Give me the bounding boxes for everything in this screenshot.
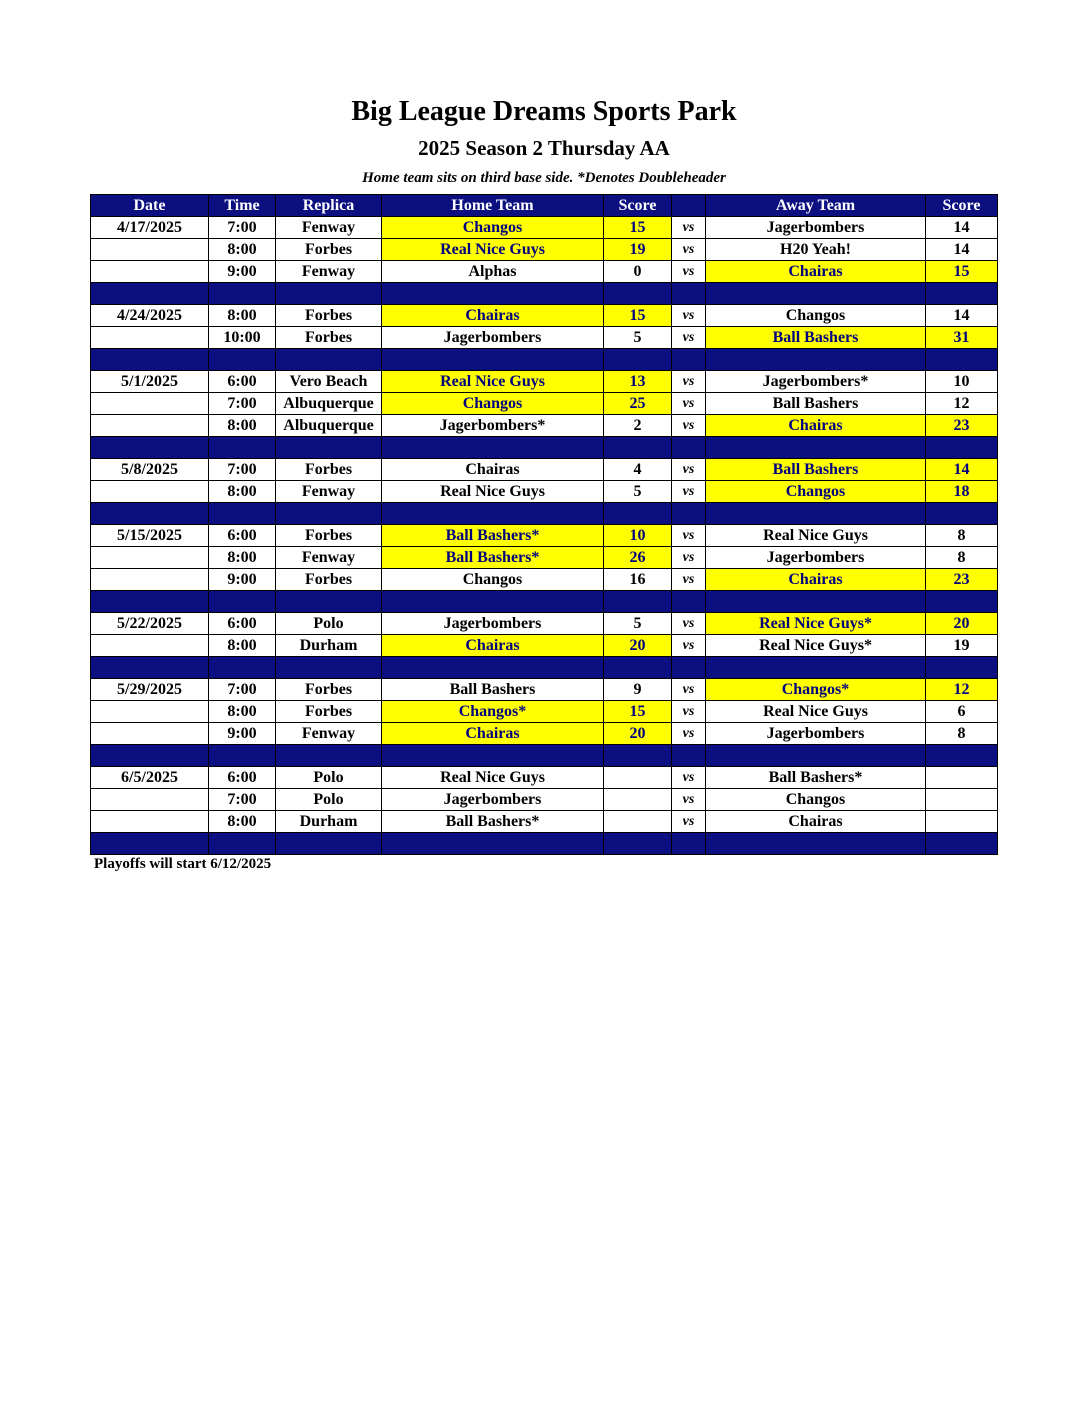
page-title: Big League Dreams Sports Park <box>351 96 737 127</box>
game-time: 7:00 <box>209 459 276 481</box>
home-team: Changos <box>382 393 604 415</box>
game-time: 9:00 <box>209 261 276 283</box>
column-header-time: Time <box>209 195 276 217</box>
week-separator-row <box>91 657 998 679</box>
separator-cell <box>926 503 998 525</box>
home-team: Changos* <box>382 701 604 723</box>
game-date: 5/22/2025 <box>91 613 209 635</box>
away-score: 8 <box>926 525 998 547</box>
separator-cell <box>382 503 604 525</box>
away-team: Chairas <box>706 811 926 833</box>
home-score: 13 <box>604 371 672 393</box>
away-score: 8 <box>926 547 998 569</box>
separator-cell <box>672 657 706 679</box>
game-date <box>91 635 209 657</box>
home-score: 15 <box>604 217 672 239</box>
separator-cell <box>276 745 382 767</box>
away-team: Chairas <box>706 569 926 591</box>
game-date <box>91 811 209 833</box>
separator-cell <box>382 833 604 855</box>
game-time: 7:00 <box>209 679 276 701</box>
separator-cell <box>706 591 926 613</box>
game-time: 9:00 <box>209 569 276 591</box>
home-team: Chairas <box>382 459 604 481</box>
schedule-table <box>90 194 998 855</box>
game-field: Albuquerque <box>276 393 382 415</box>
game-time: 6:00 <box>209 371 276 393</box>
column-header-home-team: Home Team <box>382 195 604 217</box>
separator-cell <box>209 745 276 767</box>
column-header-vs <box>672 195 706 217</box>
game-field: Forbes <box>276 305 382 327</box>
separator-cell <box>926 657 998 679</box>
away-score: 23 <box>926 415 998 437</box>
home-team: Jagerbombers <box>382 789 604 811</box>
separator-cell <box>209 437 276 459</box>
game-date <box>91 547 209 569</box>
game-field: Forbes <box>276 569 382 591</box>
game-field: Fenway <box>276 261 382 283</box>
separator-cell <box>706 437 926 459</box>
game-row <box>91 679 998 701</box>
vs-label: vs <box>672 481 706 503</box>
game-field: Albuquerque <box>276 415 382 437</box>
separator-cell <box>672 591 706 613</box>
away-score: 20 <box>926 613 998 635</box>
game-row <box>91 217 998 239</box>
separator-cell <box>706 657 926 679</box>
vs-label: vs <box>672 635 706 657</box>
home-score <box>604 767 672 789</box>
separator-cell <box>382 437 604 459</box>
separator-cell <box>604 349 672 371</box>
home-team: Real Nice Guys <box>382 371 604 393</box>
separator-cell <box>926 437 998 459</box>
game-time: 8:00 <box>209 239 276 261</box>
home-team: Chairas <box>382 723 604 745</box>
game-date <box>91 261 209 283</box>
vs-label: vs <box>672 261 706 283</box>
vs-label: vs <box>672 415 706 437</box>
away-team: Real Nice Guys* <box>706 635 926 657</box>
separator-cell <box>706 833 926 855</box>
home-score: 15 <box>604 701 672 723</box>
game-time: 8:00 <box>209 547 276 569</box>
game-row <box>91 459 998 481</box>
separator-cell <box>91 283 209 305</box>
separator-cell <box>604 591 672 613</box>
game-time: 6:00 <box>209 613 276 635</box>
home-score: 25 <box>604 393 672 415</box>
header-row <box>91 195 998 217</box>
separator-cell <box>91 833 209 855</box>
home-team: Ball Bashers* <box>382 547 604 569</box>
game-row <box>91 327 998 349</box>
playoffs-note: Playoffs will start 6/12/2025 <box>94 856 272 872</box>
away-score: 19 <box>926 635 998 657</box>
game-row <box>91 305 998 327</box>
separator-cell <box>926 349 998 371</box>
game-field: Forbes <box>276 327 382 349</box>
game-field: Fenway <box>276 217 382 239</box>
vs-label: vs <box>672 239 706 261</box>
vs-label: vs <box>672 701 706 723</box>
away-score: 18 <box>926 481 998 503</box>
home-score: 20 <box>604 635 672 657</box>
game-time: 6:00 <box>209 525 276 547</box>
game-row <box>91 525 998 547</box>
doubleheader-note: Home team sits on third base side. *Denotes Doubleheader <box>362 170 726 186</box>
home-team: Chairas <box>382 635 604 657</box>
game-time: 7:00 <box>209 789 276 811</box>
game-date <box>91 393 209 415</box>
separator-cell <box>604 745 672 767</box>
separator-cell <box>604 437 672 459</box>
home-score: 5 <box>604 327 672 349</box>
week-separator-row <box>91 503 998 525</box>
home-team: Real Nice Guys <box>382 239 604 261</box>
vs-label: vs <box>672 459 706 481</box>
separator-cell <box>91 437 209 459</box>
vs-label: vs <box>672 217 706 239</box>
game-time: 8:00 <box>209 305 276 327</box>
home-team: Changos <box>382 569 604 591</box>
separator-cell <box>926 591 998 613</box>
vs-label: vs <box>672 767 706 789</box>
game-date: 5/1/2025 <box>91 371 209 393</box>
game-date: 4/24/2025 <box>91 305 209 327</box>
game-date <box>91 789 209 811</box>
game-time: 8:00 <box>209 415 276 437</box>
game-row <box>91 261 998 283</box>
away-team: Ball Bashers <box>706 327 926 349</box>
away-score: 23 <box>926 569 998 591</box>
week-separator-row <box>91 833 998 855</box>
separator-cell <box>91 349 209 371</box>
separator-cell <box>276 833 382 855</box>
away-team: Changos <box>706 305 926 327</box>
vs-label: vs <box>672 569 706 591</box>
game-field: Polo <box>276 767 382 789</box>
home-team: Ball Bashers <box>382 679 604 701</box>
game-date <box>91 481 209 503</box>
separator-cell <box>209 283 276 305</box>
game-field: Fenway <box>276 547 382 569</box>
separator-cell <box>706 349 926 371</box>
away-score: 14 <box>926 239 998 261</box>
home-team: Real Nice Guys <box>382 481 604 503</box>
away-team: Changos <box>706 481 926 503</box>
game-row <box>91 767 998 789</box>
separator-cell <box>926 283 998 305</box>
home-score: 5 <box>604 481 672 503</box>
week-separator-row <box>91 349 998 371</box>
separator-cell <box>706 745 926 767</box>
home-team: Alphas <box>382 261 604 283</box>
game-row <box>91 239 998 261</box>
week-separator-row <box>91 437 998 459</box>
game-time: 7:00 <box>209 217 276 239</box>
home-team: Chairas <box>382 305 604 327</box>
away-team: Real Nice Guys <box>706 701 926 723</box>
home-team: Ball Bashers* <box>382 525 604 547</box>
home-score: 19 <box>604 239 672 261</box>
away-team: Real Nice Guys <box>706 525 926 547</box>
game-date <box>91 569 209 591</box>
vs-label: vs <box>672 327 706 349</box>
home-score: 16 <box>604 569 672 591</box>
separator-cell <box>706 283 926 305</box>
away-score: 10 <box>926 371 998 393</box>
away-score: 14 <box>926 305 998 327</box>
vs-label: vs <box>672 811 706 833</box>
game-date: 5/15/2025 <box>91 525 209 547</box>
away-team: Changos <box>706 789 926 811</box>
away-score: 12 <box>926 393 998 415</box>
home-team: Jagerbombers* <box>382 415 604 437</box>
week-separator-row <box>91 745 998 767</box>
away-team: H20 Yeah! <box>706 239 926 261</box>
separator-cell <box>209 503 276 525</box>
away-team: Jagerbombers <box>706 217 926 239</box>
vs-label: vs <box>672 613 706 635</box>
separator-cell <box>382 349 604 371</box>
game-row <box>91 481 998 503</box>
home-score: 0 <box>604 261 672 283</box>
home-team: Jagerbombers <box>382 613 604 635</box>
away-score: 12 <box>926 679 998 701</box>
game-time: 9:00 <box>209 723 276 745</box>
away-score <box>926 811 998 833</box>
home-score: 15 <box>604 305 672 327</box>
game-field: Vero Beach <box>276 371 382 393</box>
home-team: Changos <box>382 217 604 239</box>
away-team: Ball Bashers* <box>706 767 926 789</box>
home-score: 4 <box>604 459 672 481</box>
home-score: 26 <box>604 547 672 569</box>
game-row <box>91 701 998 723</box>
game-row <box>91 789 998 811</box>
home-score: 10 <box>604 525 672 547</box>
game-row <box>91 393 998 415</box>
game-time: 8:00 <box>209 811 276 833</box>
separator-cell <box>604 283 672 305</box>
vs-label: vs <box>672 393 706 415</box>
game-row <box>91 811 998 833</box>
separator-cell <box>382 591 604 613</box>
vs-label: vs <box>672 525 706 547</box>
game-time: 8:00 <box>209 481 276 503</box>
column-header-home-score: Score <box>604 195 672 217</box>
home-team: Real Nice Guys <box>382 767 604 789</box>
game-row <box>91 415 998 437</box>
week-separator-row <box>91 283 998 305</box>
game-time: 8:00 <box>209 635 276 657</box>
away-score: 8 <box>926 723 998 745</box>
separator-cell <box>926 745 998 767</box>
vs-label: vs <box>672 305 706 327</box>
separator-cell <box>209 657 276 679</box>
away-team: Real Nice Guys* <box>706 613 926 635</box>
game-time: 6:00 <box>209 767 276 789</box>
game-date: 4/17/2025 <box>91 217 209 239</box>
column-header-away-score: Score <box>926 195 998 217</box>
home-score: 9 <box>604 679 672 701</box>
game-row <box>91 613 998 635</box>
away-team: Jagerbombers* <box>706 371 926 393</box>
game-field: Forbes <box>276 525 382 547</box>
home-score: 20 <box>604 723 672 745</box>
away-team: Jagerbombers <box>706 547 926 569</box>
game-row <box>91 635 998 657</box>
separator-cell <box>604 503 672 525</box>
separator-cell <box>91 745 209 767</box>
vs-label: vs <box>672 723 706 745</box>
home-score <box>604 789 672 811</box>
away-score: 6 <box>926 701 998 723</box>
game-field: Forbes <box>276 701 382 723</box>
game-date: 5/8/2025 <box>91 459 209 481</box>
separator-cell <box>209 591 276 613</box>
home-score: 5 <box>604 613 672 635</box>
separator-cell <box>672 349 706 371</box>
away-team: Jagerbombers <box>706 723 926 745</box>
home-team: Jagerbombers <box>382 327 604 349</box>
game-date <box>91 701 209 723</box>
separator-cell <box>604 657 672 679</box>
column-header-replica: Replica <box>276 195 382 217</box>
separator-cell <box>672 745 706 767</box>
game-time: 8:00 <box>209 701 276 723</box>
game-field: Durham <box>276 811 382 833</box>
game-row <box>91 547 998 569</box>
schedule-body <box>91 217 998 855</box>
separator-cell <box>91 503 209 525</box>
away-score: 14 <box>926 459 998 481</box>
home-score: 2 <box>604 415 672 437</box>
vs-label: vs <box>672 679 706 701</box>
game-field: Fenway <box>276 481 382 503</box>
game-field: Forbes <box>276 679 382 701</box>
game-row <box>91 723 998 745</box>
home-team: Ball Bashers* <box>382 811 604 833</box>
separator-cell <box>209 833 276 855</box>
separator-cell <box>382 657 604 679</box>
separator-cell <box>91 657 209 679</box>
game-time: 10:00 <box>209 327 276 349</box>
away-team: Ball Bashers <box>706 459 926 481</box>
week-separator-row <box>91 591 998 613</box>
away-score <box>926 789 998 811</box>
game-field: Durham <box>276 635 382 657</box>
away-score: 31 <box>926 327 998 349</box>
separator-cell <box>382 745 604 767</box>
game-date: 6/5/2025 <box>91 767 209 789</box>
separator-cell <box>276 503 382 525</box>
page-subtitle: 2025 Season 2 Thursday AA <box>418 136 670 160</box>
game-date: 5/29/2025 <box>91 679 209 701</box>
vs-label: vs <box>672 371 706 393</box>
separator-cell <box>91 591 209 613</box>
vs-label: vs <box>672 789 706 811</box>
away-score: 14 <box>926 217 998 239</box>
game-time: 7:00 <box>209 393 276 415</box>
away-score <box>926 767 998 789</box>
game-field: Forbes <box>276 239 382 261</box>
separator-cell <box>276 591 382 613</box>
column-header-date: Date <box>91 195 209 217</box>
separator-cell <box>382 283 604 305</box>
game-row <box>91 371 998 393</box>
separator-cell <box>706 503 926 525</box>
game-field: Fenway <box>276 723 382 745</box>
away-score: 15 <box>926 261 998 283</box>
separator-cell <box>604 833 672 855</box>
home-score <box>604 811 672 833</box>
away-team: Ball Bashers <box>706 393 926 415</box>
separator-cell <box>672 833 706 855</box>
away-team: Chairas <box>706 261 926 283</box>
game-date <box>91 415 209 437</box>
separator-cell <box>276 283 382 305</box>
separator-cell <box>276 437 382 459</box>
separator-cell <box>672 503 706 525</box>
game-field: Polo <box>276 789 382 811</box>
game-field: Forbes <box>276 459 382 481</box>
game-row <box>91 569 998 591</box>
separator-cell <box>926 833 998 855</box>
game-field: Polo <box>276 613 382 635</box>
separator-cell <box>672 283 706 305</box>
separator-cell <box>276 657 382 679</box>
away-team: Chairas <box>706 415 926 437</box>
vs-label: vs <box>672 547 706 569</box>
game-date <box>91 723 209 745</box>
column-header-away-team: Away Team <box>706 195 926 217</box>
separator-cell <box>276 349 382 371</box>
separator-cell <box>672 437 706 459</box>
game-date <box>91 239 209 261</box>
game-date <box>91 327 209 349</box>
away-team: Changos* <box>706 679 926 701</box>
separator-cell <box>209 349 276 371</box>
